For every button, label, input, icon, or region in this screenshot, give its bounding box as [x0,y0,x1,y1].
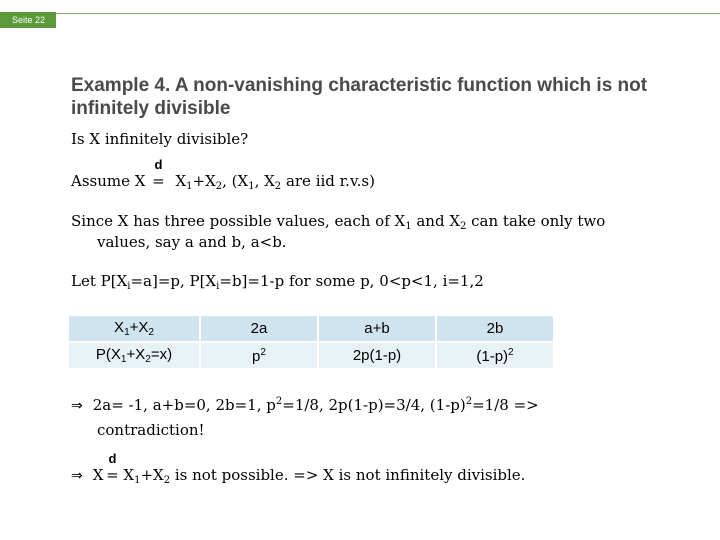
distribution-label: d [108,451,117,466]
subscript: 1 [405,221,412,232]
subscript: 1 [248,181,255,192]
table-row [69,316,553,341]
bullet1-text-c: =1/8 => [472,396,539,414]
slide-number-tag: Seite 22 [0,12,56,28]
table-cell: 2b [437,316,553,341]
implies-arrow-icon: ⇒ [71,398,83,414]
let-text-c: =b]=1-p for some p, 0<p<1, i=1,2 [219,272,484,290]
equal-in-distribution [151,157,165,190]
slide-title: Example 4. A non-vanishing characteristic function which is not infinitely divisible [71,75,648,119]
bullet2-text-c: is not possible. => X is not infinitely divisible. [170,466,526,484]
implies-arrow-icon: ⇒ [71,468,83,484]
table-cell: 2p(1-p) [319,343,435,368]
since-line-1 [71,212,605,232]
table-row [69,343,553,368]
assume-prefix: Assume X [71,172,146,190]
assume-plus: +X [192,172,216,190]
bullet-contradiction-line-2: contradiction! [97,421,205,439]
superscript: 2 [465,396,473,407]
since-text-a: Since X has three possible values, each of X [71,212,406,230]
question-line: Is X infinitely divisible? [71,130,249,148]
bullet2-x: X [92,466,104,484]
assume-paren: , (X [222,172,249,190]
table-cell: $p^2$ [201,343,317,368]
table-cell: 2a [201,316,317,341]
header-rule [56,13,720,14]
table-cell: $X_1+X_2$ [69,316,199,341]
bullet1-text-b: =1/8, 2p(1-p)=3/4, (1-p) [282,396,466,414]
equal-in-distribution [105,451,119,484]
table-cell: a+b [319,316,435,341]
subscript: 2 [163,475,171,486]
subscript: 2 [274,181,282,192]
assume-line [71,157,375,192]
equal-sign: = [152,172,165,190]
assume-comma: , X [254,172,275,190]
subscript: 1 [186,181,193,192]
bullet-contradiction [71,396,539,414]
let-text-b: =a]=p, P[X [130,272,217,290]
bullet2-text-b: +X [140,466,164,484]
table-cell: $P(X_1+X_2=x)$ [69,343,199,368]
bullet-conclusion [71,451,526,486]
subscript: 2 [215,181,223,192]
bullet2-text-a: X [123,466,135,484]
subscript: 2 [460,221,467,232]
distribution-label: d [154,157,163,172]
distribution-table [67,314,555,370]
table-cell: $(1-p)^2$ [437,343,553,368]
equal-sign: = [106,466,119,484]
assume-rest: are iid r.v.s) [281,172,375,190]
since-line-2: values, say a and b, a<b. [97,233,287,251]
superscript: 2 [275,396,283,407]
subscript: i [216,281,220,292]
subscript: i [127,281,131,292]
since-text-c: can take only two [466,212,606,230]
subscript: 1 [134,475,141,486]
since-text-b: and X [411,212,461,230]
assume-x: X [175,172,187,190]
let-line [71,272,484,292]
bullet1-text-a: 2a= -1, a+b=0, 2b=1, p [92,396,276,414]
let-text-a: Let P[X [71,272,128,290]
